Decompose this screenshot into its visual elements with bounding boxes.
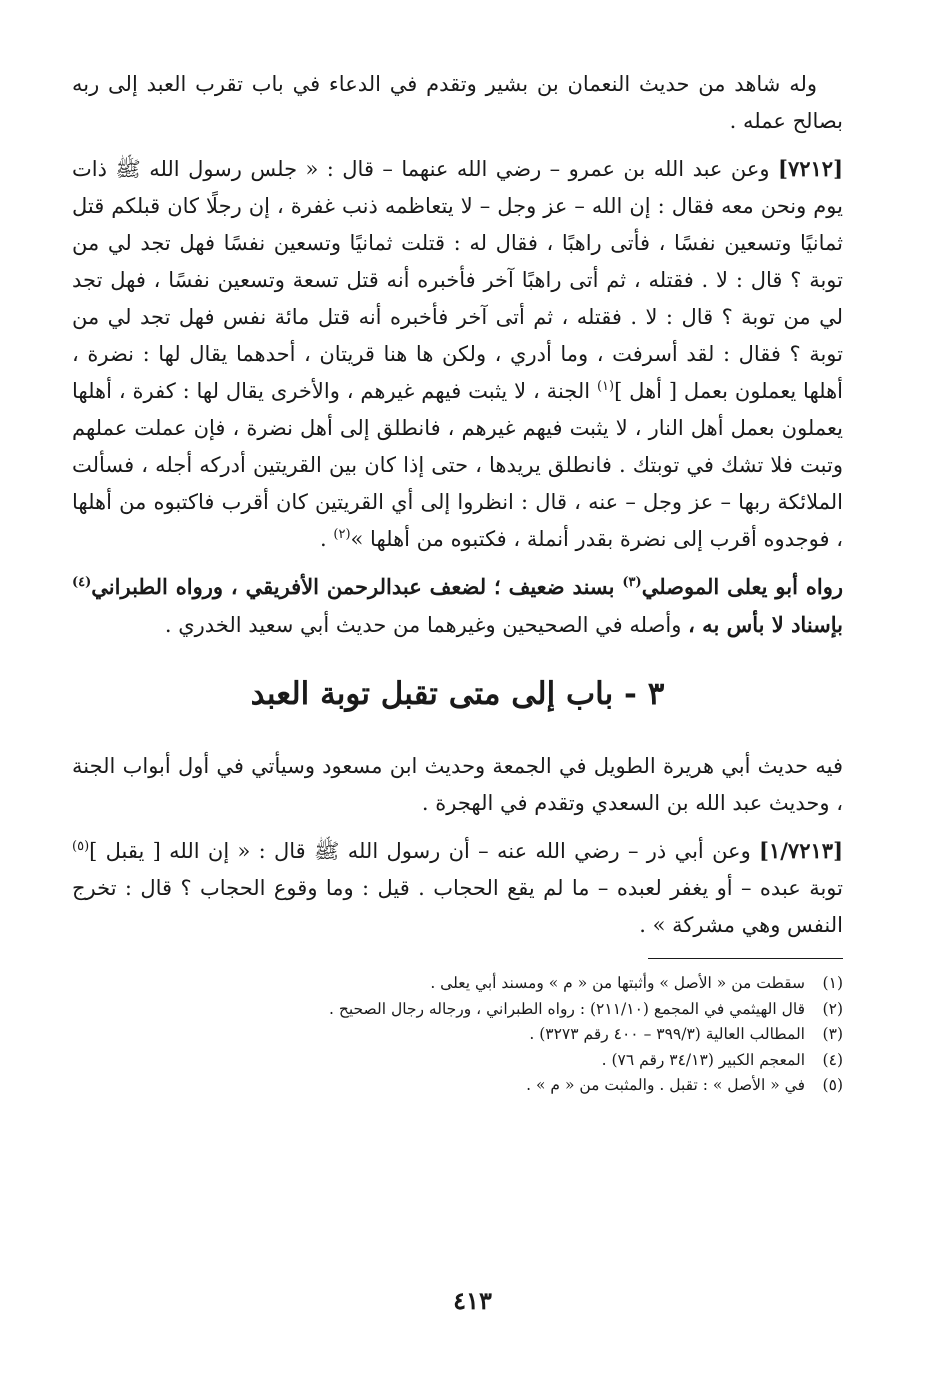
footnote-1 [72,971,843,997]
hadith-text-part1: وعن عبد الله بن عمرو – رضي الله عنهما – قال : « جلس رسول الله ﷺ ذات يوم ونحن معه فقال : إن الله – عز وجل – لا يتعاظمه ذنب غفرة ، إن رجلًا كان قبلكم قتل ثمانيًا وتسعين نفسًا ، فأتى راهبًا ، فقال له : قتلت ثمانيًا وتسعين نفسًا فهل تجد لي من توبة ؟ قال : لا . فقتله ، ثم أتى راهبًا آخر فأخبره أنه قتل تسعة وتسعين نفسًا ، فهل تجد لي من توبة ؟ قال : لا . فقتله ، ثم أتى آخر فأخبره أنه قتل مائة نفس فهل تجد لي من توبة ؟ فقال : لقد أسرفت ، وما أدري ، ولكن ها هنا قريتان ، أحدهما يقال لها : نضرة ، أهلها يعملون بعمل [ أهل ] [72,157,843,403]
takhrij-part4: وأصله في الصحيحين وغيرهما من حديث أبي سعيد الخدري . [164,613,689,637]
footnote-ref-1[interactable]: (١) [596,379,615,394]
footnote-number: (٢) [822,999,843,1018]
hadith-text-end: . [320,527,334,551]
footnotes [72,971,843,1099]
hadith-text-part2: الجنة ، لا يثبت فيهم غيرهم ، والأخرى يقال لها : كفرة ، أهلها يعملون بعمل أهل النار ، لا يثبت فيهم غيرهم ، فانطلق إلى أهل نضرة ، فإن عملت عملهم وتبت فلا تشك في توبتك . فانطلق يريدها ، حتى إذا كان بين القريتين أدركه أجله ، فسألت الملائكة ربها – عز وجل – عنه ، قال : انظروا إلى أي القريتين كان أقرب فاكتبوه من أهلها ، فوجدوه أقرب إلى نضرة بقدر أنملة ، فكتبوه من أهلها » [72,379,843,551]
footnote-ref-2[interactable]: (٢) [333,527,351,542]
hadith-text-part2: توبة عبده – أو يغفر لعبده – ما لم يقع الحجاب . قيل : وما وقوع الحجاب ؟ قال : تخرج النفس وهي مشركة » . [72,876,843,937]
hadith-7213 [72,832,843,944]
footnote-ref-3[interactable]: (٣) [622,575,642,590]
takhrij-paragraph [72,568,843,644]
footnote-ref-5[interactable]: (٥) [72,839,90,854]
footnote-4 [72,1048,843,1074]
footnote-number: (٥) [822,1076,843,1094]
intro-text: وله شاهد من حديث النعمان بن بشير وتقدم في الدعاء في باب تقرب العبد إلى ربه بصالح عمله . [72,72,843,133]
footnote-number: (٤) [822,1050,843,1069]
takhrij-part3: بإسناد لا بأس به ، [688,612,843,637]
hadith-7212 [72,150,843,558]
footnote-text: في « الأصل » : تقبل . والمثبت من « م » . [526,1076,805,1094]
footnote-2 [72,997,843,1023]
hadith-text-part1: وعن أبي ذر – رضي الله عنه – أن رسول الله ﷺ قال : « إن الله [ يقبل ] [89,839,760,863]
chapter-title: ٣ - باب إلى متى تقبل توبة العبد [250,676,665,712]
footnote-5 [72,1073,843,1099]
chapter-intro [72,748,843,822]
footnote-text: المعجم الكبير (٣٤/١٣ رقم ٧٦) . [601,1050,805,1069]
chapter-intro-text: فيه حديث أبي هريرة الطويل في الجمعة وحديث ابن مسعود وسيأتي في أول أبواب الجنة ، وحديث عبد الله بن السعدي وتقدم في الهجرة . [72,754,843,815]
hadith-number: [١/٧٢١٣] [759,838,843,863]
footnote-number: (١) [822,974,843,992]
hadith-number: [٧٢١٢] [778,156,843,181]
footnote-text: المطالب العالية (٣٩٩/٣ – ٤٠٠ رقم ٣٢٧٣) . [529,1025,805,1043]
footnote-separator [648,958,843,959]
paragraph-intro [72,66,843,140]
takhrij-part1: رواه أبو يعلى الموصلي [641,574,843,599]
footnote-text: قال الهيثمي في المجمع (٢١١/١٠) : رواه الطبراني ، ورجاله رجال الصحيح . [329,999,805,1018]
footnote-3 [72,1022,843,1048]
takhrij-part2: بسند ضعيف ؛ لضعف عبدالرحمن الأفريقي ، ورواه الطبراني [91,574,623,599]
footnote-ref-4[interactable]: (٤) [72,575,92,590]
footnote-number: (٣) [822,1025,843,1043]
footnote-text: سقطت من « الأصل » وأثبتها من « م » ومسند أبي يعلى . [430,974,805,992]
page-number: ٤١٣ [453,1286,492,1315]
